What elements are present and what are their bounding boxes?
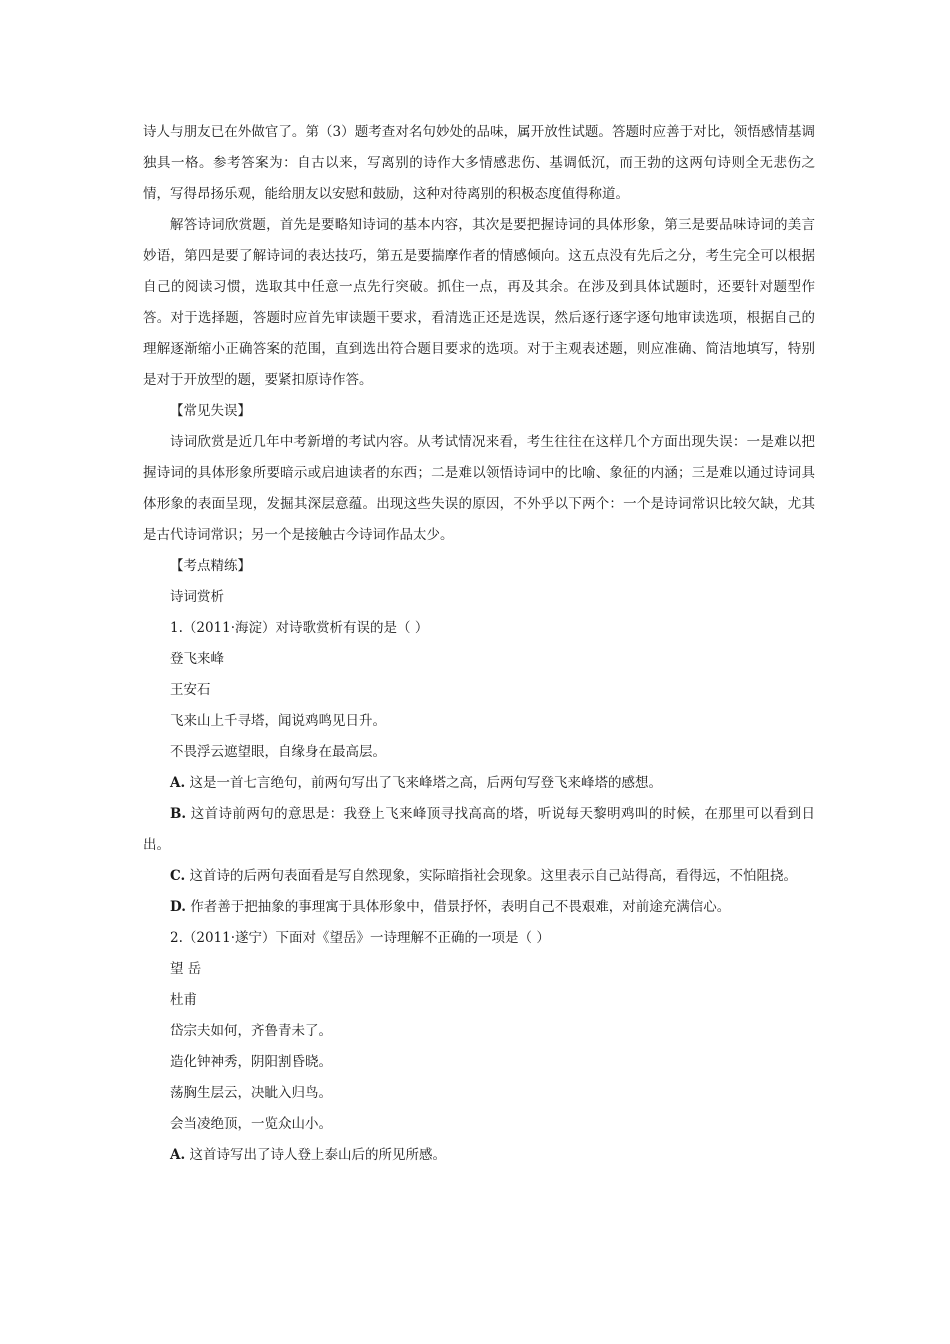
q2-option-a xyxy=(143,1140,815,1171)
q1-option-d xyxy=(143,892,815,923)
q1-poem-line: 不畏浮云遮望眼，自缘身在最高层。 xyxy=(170,744,386,760)
q2-poem-author: 杜甫 xyxy=(170,992,197,1008)
q1-poem-author: 王安石 xyxy=(170,682,211,698)
question-2-stem: 2.（2011·遂宁）下面对《望岳》一诗理解不正确的一项是（ ） xyxy=(170,930,550,946)
q1-poem-title: 登飞来峰 xyxy=(170,651,224,667)
paragraph-answer-analysis: 诗人与朋友已在外做官了。第（3）题考查对名句妙处的品味，属开放性试题。答题时应善于对比，领悟感情基调独具一格。参考答案为：自古以来，写离别的诗作大多情感悲伤、基调低沉，而王勃的这两句诗则全无悲伤之情，写得昂扬乐观，能给朋友以安慰和鼓励，这种对待离别的积极态度值得称道。 xyxy=(143,124,815,202)
question-1-stem: 1.（2011·海淀）对诗歌赏析有误的是（ ） xyxy=(170,620,429,636)
q2-poem-line: 会当凌绝顶，一览众山小。 xyxy=(170,1116,332,1132)
q2-poem-line: 荡胸生层云，决眦入归鸟。 xyxy=(170,1085,332,1101)
option-label: A. xyxy=(170,1147,186,1163)
document-body xyxy=(143,117,815,1171)
paragraph-errors: 诗词欣赏是近几年中考新增的考试内容。从考试情况来看，考生往往在这样几个方面出现失误：一是难以把握诗词的具体形象所要暗示或启迪读者的东西；二是难以领悟诗词中的比喻、象征的内涵；三是难以通过诗词具体形象的表面呈现，发掘其深层意蕴。出现这些失误的原因，不外乎以下两个：一个是诗词常识比较欠缺，尤其是古代诗词常识；另一个是接触古今诗词作品太少。 xyxy=(143,434,815,543)
option-text: 这是一首七言绝句，前两句写出了飞来峰塔之高，后两句写登飞来峰塔的感想。 xyxy=(189,775,662,791)
option-label: A. xyxy=(170,775,186,791)
q2-poem-title: 望 岳 xyxy=(170,961,202,977)
heading-practice: 【考点精练】 xyxy=(170,558,251,574)
q1-option-b xyxy=(143,799,815,861)
heading-common-errors: 【常见失误】 xyxy=(170,403,251,419)
option-text: 这首诗写出了诗人登上泰山后的所见所感。 xyxy=(189,1147,446,1163)
q1-option-c xyxy=(143,861,815,892)
option-text: 这首诗的后两句表面看是写自然现象，实际暗指社会现象。这里表示自己站得高，看得远，不怕阻挠。 xyxy=(189,868,798,884)
q2-poem-line: 岱宗夫如何，齐鲁青未了。 xyxy=(170,1023,332,1039)
paragraph-method: 解答诗词欣赏题，首先是要略知诗词的基本内容，其次是要把握诗词的具体形象，第三是要品味诗词的美言妙语，第四是要了解诗词的表达技巧，第五是要揣摩作者的情感倾向。这五点没有先后之分，考生完全可以根据自己的阅读习惯，选取其中任意一点先行突破。抓住一点，再及其余。在涉及到具体试题时，还要针对题型作答。对于选择题，答题时应首先审读题干要求，看清选正还是选误，然后逐行逐字逐句地审读选项，根据自己的理解逐渐缩小正确答案的范围，直到选出符合题目要求的选项。对于主观表述题，则应准确、简洁地填写，特别是对于开放型的题，要紧扣原诗作答。 xyxy=(143,217,815,388)
option-text: 作者善于把抽象的事理寓于具体形象中，借景抒怀，表明自己不畏艰难，对前途充满信心。 xyxy=(190,899,731,915)
q1-poem-line: 飞来山上千寻塔，闻说鸡鸣见日升。 xyxy=(170,713,386,729)
option-text: 这首诗前两句的意思是：我登上飞来峰顶寻找高高的塔，听说每天黎明鸡叫的时候，在那里可以看到日出。 xyxy=(143,806,815,853)
section-title: 诗词赏析 xyxy=(170,589,224,605)
option-label: B. xyxy=(170,806,187,822)
q1-option-a xyxy=(143,768,815,799)
option-label: D. xyxy=(170,899,186,915)
q2-poem-line: 造化钟神秀，阴阳割昏晓。 xyxy=(170,1054,332,1070)
option-label: C. xyxy=(170,868,186,884)
